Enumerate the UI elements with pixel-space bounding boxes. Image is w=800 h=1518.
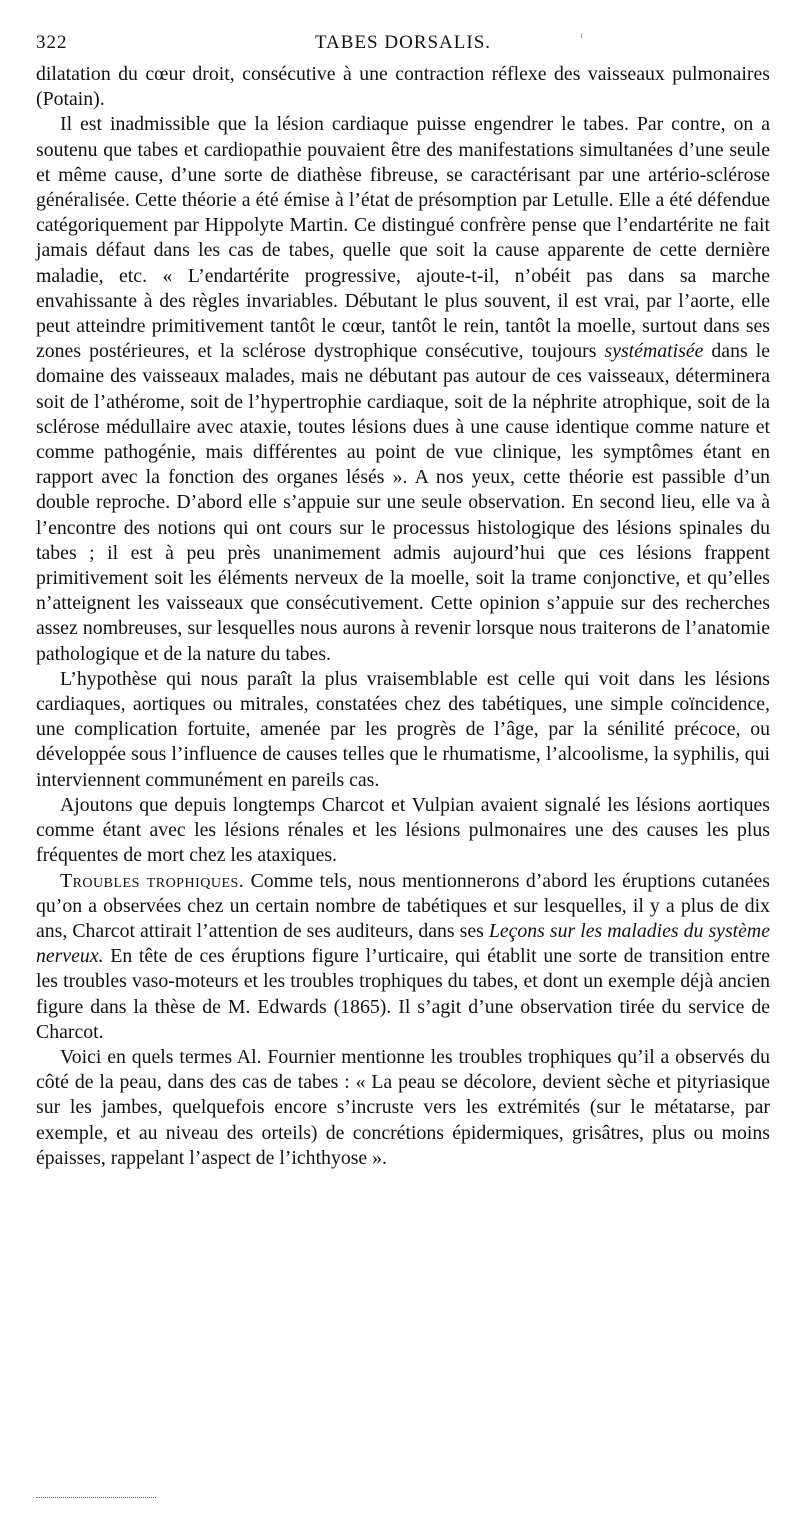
body-text (36, 62, 770, 1171)
paragraph-text-continued: dans le domaine des vaisseaux malades, mais ne débutant pas autour de ces vaisseaux, déterminera soit de l’athérome, soit de l’hypertrophie cardiaque, soit de la néphrite atrophique, soit de la sclérose médullaire avec ataxie, toutes lésions dues à une cause identique comme nature et comme pathogénie, mais différentes au point de vue clinique, les symptômes étant en rapport avec la fonction des organes lésés ». A nos yeux, cette théorie est passible d’un double reproche. D’abord elle s’appuie sur une seule observation. En second lieu, elle va à l’encontre des notions qui ont cours sur le processus histologique des lésions spinales du tabes ; il est à peu près unanimement admis aujourd’hui que ces lésions frappent primitivement soit les éléments nerveux de la moelle, soit la trame conjonctive, et qu’elles n’atteignent les vaisseaux que consécutivement. Cette opinion s’appuie sur des recherches assez nombreuses, sur lesquelles nous aurons à revenir lorsque nous traiterons de l’anatomie pathologique et de la nature du tabes. (36, 340, 770, 665)
book-title: Leçons sur les maladies du système nerveux. (36, 919, 770, 968)
paragraph-endarteritis-theory (36, 112, 770, 666)
paragraph-text: Ajoutons que depuis longtemps Charcot et Vulpian avaient signalé les lésions aortiques comme étant avec les lésions rénales et les lésions pulmonaires une des causes les plus fréquentes de mort chez les ataxiques. (36, 793, 770, 867)
page-number: 322 (36, 32, 68, 53)
paragraph-fournier (36, 1045, 770, 1171)
paragraph-text: Voici en quels termes Al. Fournier mentionne les troubles trophiques qu’il a observés du côté de la peau, dans des cas de tabes : « La peau se décolore, devient sèche et pityriasique sur les jambes, quelquefois encore s’incruste vers les extrémités (sur le métatarse, par exemple, et au niveau des orteils) de concrétions épidermiques, grisâtres, plus ou moins épaisses, rappelant l’aspect de l’ichthyose ». (36, 1045, 770, 1169)
paragraph-continuation (36, 62, 770, 112)
running-header (36, 30, 770, 58)
running-title: TABES DORSALIS. (314, 32, 492, 53)
section-heading: Troubles trophiques. (60, 869, 245, 892)
header-mark: ı (580, 30, 584, 40)
paragraph-text: dilatation du cœur droit, consécutive à une contraction réflexe des vaisseaux pulmonaires (Potain). (36, 63, 770, 111)
paragraph-hypothesis (36, 667, 770, 793)
paragraph-text: L’hypothèse qui nous paraît la plus vraisemblable est celle qui voit dans les lésions cardiaques, aortiques ou mitrales, constatées chez des tabétiques, une simple coïncidence, une complication fortuite, amenée par les progrès de l’âge, par la sénilité précoce, ou développée sous l’influence de causes telles que le rhumatisme, l’alcoolisme, la syphilis, qui interviennent communément en pareils cas. (36, 667, 770, 791)
emphasis-text: systématisée (604, 340, 704, 363)
footer-dotted-mark (36, 1497, 156, 1498)
paragraph-text: Comme tels, nous mentionnerons d’abord les éruptions cutanées qu’on a observées chez un certain nombre de tabétiques et sur lesquelles, il y a plus de dix ans, Charcot attirait l’attention de ses auditeurs, dans ses (36, 869, 770, 942)
paragraph-charcot-vulpian (36, 793, 770, 869)
paragraph-text-continued: En tête de ces éruptions figure l’urticaire, qui établit une sorte de transition entre les troubles vaso-moteurs et les troubles trophiques du tabes, et dont un exemple déjà ancien figure dans la thèse de M. Edwards (1865). Il s’agit d’une observation tirée du service de Charcot. (36, 945, 770, 1043)
paragraph-text: Il est inadmissible que la lésion cardiaque puisse engendrer le tabes. Par contre, on a soutenu que tabes et cardiopathie pouvaient être des manifestations simultanées d’une seule et même cause, d’une sorte de diathèse fibreuse, se caractérisant par une artério-sclérose généralisée. Cette théorie a été émise à l’état de présomption par Letulle. Elle a été défendue catégoriquement par Hippolyte Martin. Ce distingué confrère pense que l’endartérite ne fait jamais défaut dans les cas de tabes, quelle que soit la cause apparente de cette dernière maladie, etc. « L’endartérite progressive, ajoute-t-il, n’obéit pas dans sa marche envahissante à des règles invariables. Débutant le plus souvent, il est vrai, par l’aorte, elle peut atteindre primitivement tantôt le cœur, tantôt le rein, tantôt la moelle, surtout dans ses zones postérieures, et la sclérose dystrophique consécutive, toujours (36, 113, 770, 363)
paragraph-trophic-troubles (36, 869, 770, 1045)
